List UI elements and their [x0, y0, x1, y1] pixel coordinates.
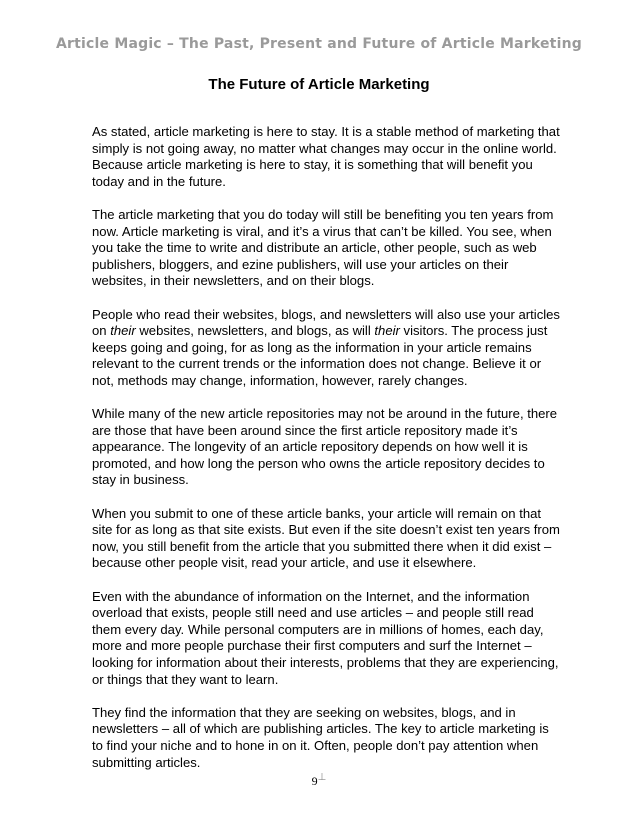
italic-emphasis: their — [110, 323, 136, 339]
text-line: They find the information that they are seeking on websites, blogs, and in — [92, 704, 516, 720]
text-line: Because article marketing is here to stay, it is something that will benefit you — [92, 157, 533, 173]
text-line: overload that exists, people still need and use articles – and people still read — [92, 605, 534, 621]
text-line: are those that have been around since the first article repository made it’s — [92, 422, 518, 438]
text-run: on — [92, 323, 111, 339]
paragraph-1 — [92, 124, 560, 190]
text-line: stay in business. — [92, 472, 189, 488]
document-title: The Future of Article Marketing — [208, 76, 430, 93]
running-header: Article Magic – The Past, Present and Future of Article Marketing — [56, 36, 582, 52]
text-line: them every day. While personal computers are in millions of homes, each day, — [92, 621, 544, 637]
text-line: promoted, and how long the person who owns the article repository decides to — [92, 455, 545, 471]
text-line: As stated, article marketing is here to stay. It is a stable method of marketing that — [92, 124, 560, 139]
text-line: or things that they want to learn. — [92, 671, 279, 687]
text-run: websites, newsletters, and blogs, as will — [135, 323, 375, 339]
text-line: keeps going and going, for as long as the information in your article remains — [92, 339, 532, 355]
text-line: websites, in their newsletters, and on their blogs. — [92, 273, 375, 289]
text-line: today and in the future. — [92, 173, 226, 189]
paragraph-2 — [92, 207, 552, 290]
paragraph-3 — [92, 306, 560, 390]
page-number-value: 9 — [311, 774, 318, 788]
text-line: now, you still benefit from the article that you submitted there when it did exist – — [92, 538, 552, 554]
text-line: submitting articles. — [92, 754, 201, 770]
text-line: because other people visit, read your article, and use it elsewhere. — [92, 555, 477, 571]
text-line: People who read their websites, blogs, and newsletters will also use your articles — [92, 306, 560, 322]
text-line: now. Article marketing is viral, and it’s a virus that can’t be killed. You see, when — [92, 223, 552, 239]
paragraph-4 — [92, 406, 558, 489]
text-line: publishers, bloggers, and ezine publishers, will use your articles on their — [92, 256, 509, 272]
page-number — [0, 772, 638, 789]
text-line: more and more people purchase their first computers and surf the Internet – — [92, 638, 532, 654]
text-line: The article marketing that you do today will still be benefiting you ten years from — [92, 206, 554, 222]
text-line: simply is not going away, no matter what changes may occur in the online world. — [92, 140, 557, 156]
text-run: visitors. The process just — [399, 323, 548, 339]
text-line: not, methods may change, information, however, rarely changes. — [92, 372, 468, 388]
text-line: to find your niche and to hone in on it. Often, people don’t pay attention when — [92, 737, 539, 753]
text-line: newsletters – all of which are publishing articles. The key to article marketing is — [92, 721, 549, 737]
text-line: Even with the abundance of information on the Internet, and the information — [92, 588, 530, 604]
paragraph-6 — [92, 588, 559, 689]
text-line: site for as long as that site exists. But even if the site doesn’t exist ten years from — [92, 522, 560, 538]
page-break-mark: ⊥ — [317, 772, 327, 783]
document-body — [92, 124, 560, 788]
text-line — [92, 323, 552, 340]
text-line: you take the time to write and distribute an article, other people, such as web — [92, 240, 537, 256]
paragraph-5 — [92, 505, 560, 572]
text-line: When you submit to one of these article banks, your article will remain on that — [92, 505, 542, 521]
text-line: While many of the new article repositories may not be around in the future, there — [92, 406, 558, 422]
paragraph-7 — [92, 705, 552, 771]
italic-emphasis: their — [374, 323, 400, 339]
text-line: looking for information about their interests, problems that they are experiencing, — [92, 655, 559, 670]
text-line: appearance. The longevity of an article repository depends on how well it is — [92, 439, 528, 455]
text-line: relevant to the current trends or the information does not change. Believe it or — [92, 356, 542, 372]
